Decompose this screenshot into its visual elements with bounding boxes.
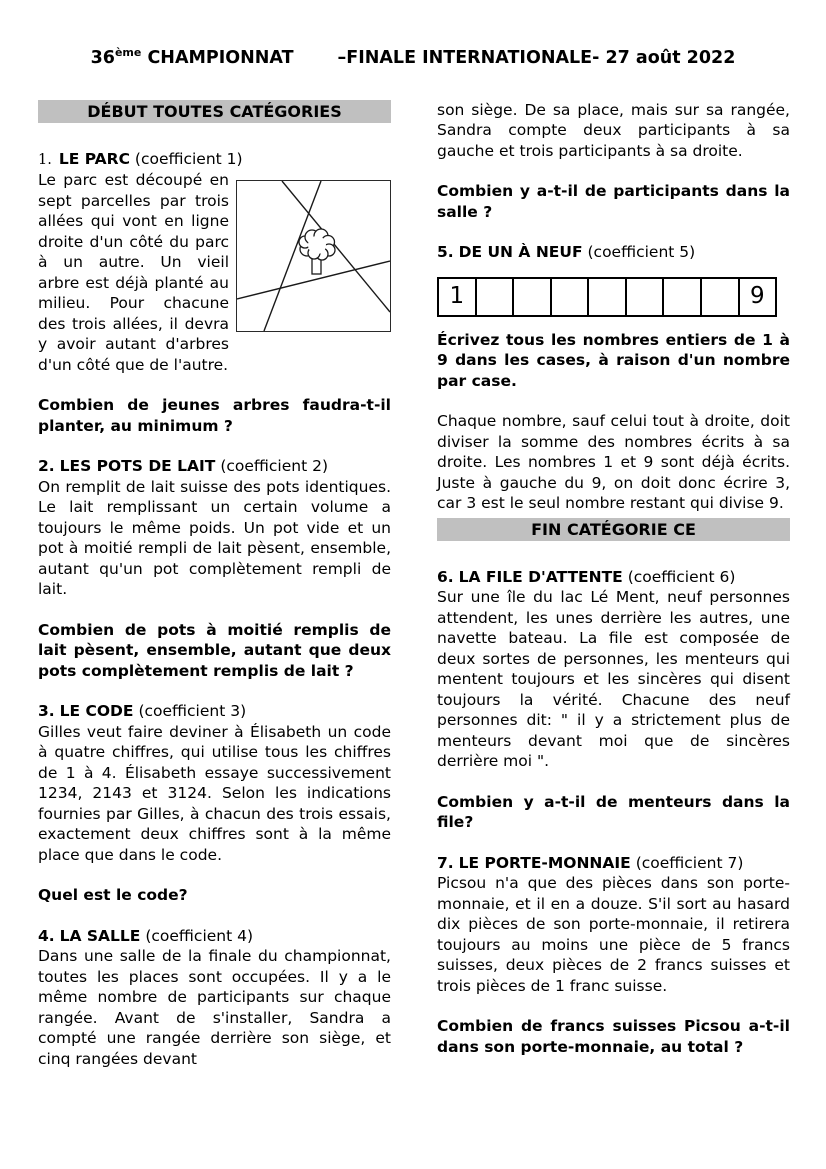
edition-word: CHAMPIONNAT [141,47,294,68]
problem-number: 7. [437,853,454,872]
problem-5-heading [437,242,790,263]
problem-6-question: Combien y a-t-il de menteurs dans la file? [437,792,790,832]
park-diagram [236,180,391,332]
problem-2-body: On remplit de lait suisse des pots identiques. Le lait remplissant un certain volume a toujours le même poids. Un pot vide et un pot à moitié rempli de lait pèsent, ensemble, autant qu'un pot complètement rempli de lait. [38,477,391,599]
grid-cell-1: 1 [439,279,477,315]
problem-4-body-part2: son siège. De sa place, mais sur sa rangée, Sandra compte deux participants à sa gauche et trois participants à sa droite. [437,100,790,160]
grid-cell-7 [664,279,702,315]
problem-coefficient: (coefficient 2) [220,457,329,476]
problem-number: 2. [38,457,55,476]
grid-cell-8 [702,279,740,315]
problem-title: LE PARC [58,149,130,168]
edition-suffix: ème [114,46,142,59]
problem-title: LE PORTE-MONNAIE [458,853,631,872]
two-column-layout [38,100,790,1070]
problem-coefficient: (coefficient 1) [134,149,243,168]
problem-3-question: Quel est le code? [38,886,188,905]
grid-cell-5 [589,279,627,315]
left-column [38,100,391,1070]
problem-1-body [38,170,391,375]
number-strip-grid [437,277,777,317]
problem-coefficient: (coefficient 5) [587,243,696,262]
problem-5-instruction: Écrivez tous les nombres entiers de 1 à 9 dans les cases, à raison d'un nombre par case. [437,330,790,390]
problem-7-heading [437,853,790,874]
banner-debut-toutes-categories: DÉBUT TOUTES CATÉGORIES [38,100,391,123]
problem-title: DE UN À NEUF [458,243,583,262]
event-title: –FINALE INTERNATIONALE- 27 août 2022 [337,47,736,68]
problem-1-question: Combien de jeunes arbres faudra-t-il planter, au minimum ? [38,396,391,435]
problem-title: LA FILE D'ATTENTE [458,567,623,586]
problem-2-heading [38,456,391,477]
alley-line-2 [282,181,390,312]
problem-2-question: Combien de pots à moitié remplis de lait pèsent, ensemble, autant que deux pots complètement remplis de lait ? [38,620,391,680]
problem-coefficient: (coefficient 3) [138,702,247,721]
grid-cell-9: 9 [749,283,765,310]
problem-7-body: Picsou n'a que des pièces dans son porte-monnaie, et il en a douze. S'il sort au hasard dix pièces de son porte-monnaie, il retirera toujours au moins une pièce de 5 francs suisses, deux pièces de 2 francs suisses et trois pièces de 1 franc suisse. [437,874,790,995]
grid-cell-2 [477,279,515,315]
right-column [437,100,790,1070]
banner-fin-categorie-ce: FIN CATÉGORIE CE [437,518,790,541]
problem-title: LA SALLE [59,926,141,945]
problem-1-heading [38,149,391,171]
problem-4-question: Combien y a-t-il de participants dans la salle ? [437,182,790,221]
problem-4-body-part1: Dans une salle de la finale du championnat, toutes les places sont occupées. Il y a le même nombre de participants sur chaque rangée. Avant de s'installer, Sandra a compté une rangée derrière son siège, et cinq rangées devant [38,947,391,1068]
championship-title [91,48,294,68]
problem-title: LE CODE [59,702,134,721]
problem-title: LES POTS DE LAIT [59,457,216,476]
problem-number: 4. [38,926,55,945]
problem-6-body: Sur une île du lac Lé Ment, neuf personnes attendent, les unes derrière les autres, une navette bateau. La file est composée de deux sortes de personnes, les menteurs qui mentent toujours et les sincères qui disent toujours la vérité. Chacune des neuf personnes dit: " il y a strictement plus de menteurs devant moi que de sincères derrière moi ". [437,588,790,771]
grid-cell-6 [627,279,665,315]
problem-number: 3. [38,702,55,721]
problem-5-body: Chaque nombre, sauf celui tout à droite, doit diviser la somme des nombres écrits à sa droite. Les nombres 1 et 9 sont déjà écrits. Juste à gauche du 9, on doit donc écrire 3, car 3 est le seul nombre restant qui divise 9. [437,412,790,513]
page-title [0,46,826,68]
problem-number: 1. [38,151,52,168]
problem-coefficient: (coefficient 7) [635,853,744,872]
problem-4-heading [38,926,391,947]
problem-number: 5. [437,243,454,262]
problem-1-text: Le parc est découpé en sept parcelles par trois allées qui vont en ligne droite d'un côté du parc à un autre. Un vieil arbre est déjà planté au milieu. Pour chacune des trois allées, il devra y avoir autant d'arbres d'un côté que de l'autre. [38,171,229,374]
tree-icon [299,229,335,274]
problem-coefficient: (coefficient 6) [627,567,736,586]
problem-6-heading [437,567,790,588]
problem-3-heading [38,701,391,722]
grid-cell-4 [552,279,590,315]
grid-cell-3 [514,279,552,315]
edition-number: 36 [90,47,115,68]
problem-7-question: Combien de francs suisses Picsou a-t-il dans son porte-monnaie, au total ? [437,1017,790,1056]
problem-number: 6. [437,567,454,586]
problem-coefficient: (coefficient 4) [145,926,254,945]
problem-3-body: Gilles veut faire deviner à Élisabeth un code à quatre chiffres, qui utilise tous les chiffres de 1 à 4. Élisabeth essaye successivement 1234, 2143 et 3124. Selon les indications fournies par Gilles, à chacun des trois essais, exactement deux chiffres sont à la même place que dans le code. [38,722,391,864]
